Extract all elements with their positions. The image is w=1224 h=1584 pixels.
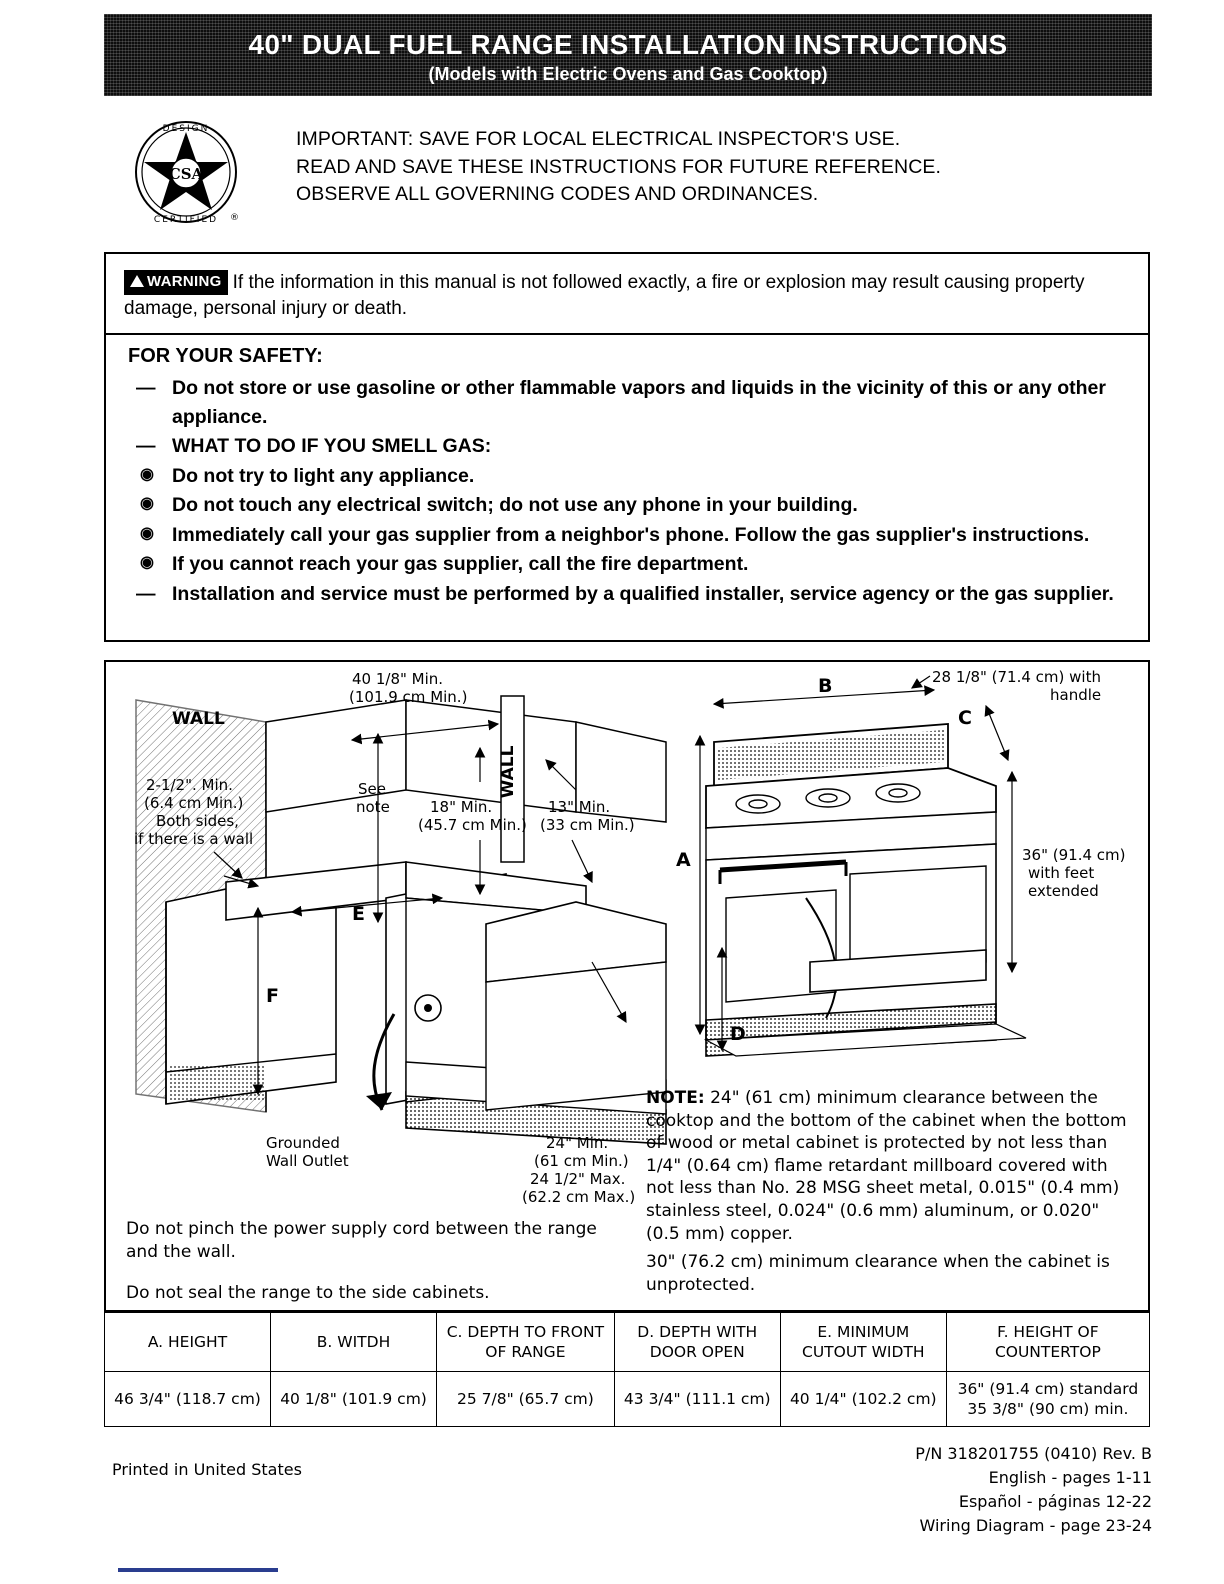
dim-a-label: A <box>676 849 691 871</box>
table-header-cell <box>271 1313 437 1372</box>
header-line-1: A. HEIGHT <box>147 1332 228 1351</box>
header-line-2: DOOR OPEN <box>649 1343 745 1361</box>
safety-list <box>124 374 1130 608</box>
dim-b-label: B <box>818 675 833 697</box>
bullet-marker: ◉ <box>140 465 154 483</box>
note-body: 24" (61 cm) minimum clearance between the cooktop and the bottom of the cabinet when the bottom of wood or metal cabinet is protected by not less than 1/4" (0.64 cm) flame retardant millboard covered with not less than No. 28 MSG sheet metal, 0.015" (0.4 mm) stainless steel, 0.024" (0.6 mm) aluminum, or 0.020" (0.5 mm) copper. <box>646 1088 1127 1244</box>
header-line-1: C. DEPTH TO FRONT <box>446 1322 605 1341</box>
table-cell <box>946 1372 1149 1427</box>
list-item <box>128 521 1130 549</box>
table-header-cell <box>105 1313 271 1372</box>
table-cell <box>105 1372 271 1427</box>
dim-handle-depth-2: handle <box>1050 686 1102 704</box>
see-note-line-2: note <box>356 798 390 816</box>
safety-item-text: Do not try to light any appliance. <box>172 464 475 487</box>
value-line-2: 35 3/8" (90 cm) min. <box>967 1400 1129 1418</box>
outlet-label-2: Wall Outlet <box>266 1152 349 1170</box>
dim-18-min-metric: (45.7 cm Min.) <box>418 816 527 834</box>
list-item <box>128 580 1130 608</box>
note-label: NOTE: <box>646 1088 705 1108</box>
safety-item-text: If you cannot reach your gas supplier, call the fire department. <box>172 553 749 576</box>
header-line-1: F. HEIGHT OF <box>997 1322 1099 1341</box>
table-cell <box>780 1372 946 1427</box>
dim-top-width: 40 1/8" Min. <box>352 670 444 688</box>
dim-e-label: E <box>352 903 365 925</box>
seal-top-text: DESIGN <box>162 124 210 134</box>
page-title: 40" DUAL FUEL RANGE INSTALLATION INSTRUCTIONS <box>248 29 1008 60</box>
dim-depth-min: 24" Min. <box>546 1134 609 1152</box>
warning-divider <box>106 333 1148 335</box>
dash-marker: — <box>136 435 156 458</box>
dim-d-label: D <box>730 1023 746 1045</box>
warning-badge-label: WARNING <box>147 273 222 290</box>
dim-18-min: 18" Min. <box>430 798 493 816</box>
seal-bottom-text: CERTIFIED <box>153 215 219 225</box>
header-line-2: COUNTERTOP <box>994 1343 1101 1361</box>
header-line-1: D. DEPTH WITH <box>637 1322 758 1341</box>
header-line-1: B. WITDH <box>316 1332 391 1351</box>
install-note-2: Do not seal the range to the side cabinets. <box>126 1282 490 1303</box>
outlet-label-1: Grounded <box>266 1134 340 1152</box>
dim-side-note-2: if there is a wall <box>134 830 254 848</box>
important-line-2: READ AND SAVE THESE INSTRUCTIONS FOR FUTURE REFERENCE. <box>296 155 942 178</box>
install-note-1: Do not pinch the power supply cord between the range and the wall. <box>126 1219 597 1262</box>
page-subtitle: (Models with Electric Ovens and Gas Cooktop) <box>428 64 828 85</box>
list-item <box>128 374 1130 431</box>
value-line-1: 43 3/4" (111.1 cm) <box>623 1389 771 1408</box>
installation-diagram <box>104 660 1150 1312</box>
table-header-cell <box>437 1313 615 1372</box>
list-item <box>128 462 1130 490</box>
header-line-1: E. MINIMUM <box>817 1322 910 1341</box>
safety-item-text: Installation and service must be performed by a qualified installer, service agency or the gas supplier. <box>172 582 1114 605</box>
table-header-row <box>105 1313 1150 1372</box>
dim-side-note-1: Both sides, <box>156 812 239 830</box>
svg-text:®: ® <box>230 213 239 223</box>
safety-section-title: FOR YOUR SAFETY: <box>128 345 323 368</box>
table-header-cell <box>614 1313 780 1372</box>
header-line-2: OF RANGE <box>485 1343 566 1361</box>
footer-english-pages: English - pages 1-11 <box>988 1468 1152 1487</box>
safety-item-text: Do not touch any electrical switch; do not use any phone in your building. <box>172 494 858 517</box>
footer-wiring-pages: Wiring Diagram - page 23-24 <box>919 1516 1152 1535</box>
important-line-3: OBSERVE ALL GOVERNING CODES AND ORDINANCES. <box>296 183 819 206</box>
value-line-1: 25 7/8" (65.7 cm) <box>456 1389 594 1408</box>
dim-side-min: 2-1/2". Min. <box>146 776 233 794</box>
list-item <box>128 432 1130 460</box>
safety-item-text: Do not store or use gasoline or other flammable vapors and liquids in the vicinity of this or any other appliance. <box>172 377 1106 428</box>
see-note-line-1: See <box>358 780 386 798</box>
value-line-1: 40 1/8" (101.9 cm) <box>280 1389 427 1408</box>
header-line-2: CUTOUT WIDTH <box>802 1343 925 1361</box>
dim-depth-max: 24 1/2" Max. <box>530 1170 626 1188</box>
dash-marker: — <box>136 377 156 400</box>
dim-f-label: F <box>266 985 279 1007</box>
table-cell <box>271 1372 437 1427</box>
dim-top-width-metric: (101.9 cm Min.) <box>349 688 468 706</box>
dim-feet-2: with feet <box>1028 864 1095 882</box>
table-cell <box>437 1372 615 1427</box>
value-line-1: 40 1/4" (102.2 cm) <box>789 1389 937 1408</box>
dim-handle-depth: 28 1/8" (71.4 cm) with <box>932 668 1101 686</box>
footer-part-info <box>915 1442 1152 1538</box>
warning-text: If the information in this manual is not followed exactly, a fire or explosion may result causing property damage, personal injury or death. <box>124 272 1085 319</box>
header-banner <box>104 14 1152 96</box>
value-line-1: 36" (91.4 cm) standard <box>957 1379 1139 1398</box>
table-cell <box>614 1372 780 1427</box>
safety-warning-box <box>104 252 1150 642</box>
warning-headline <box>124 270 1130 321</box>
warning-badge <box>124 270 228 295</box>
footer-printed-in: Printed in United States <box>112 1460 302 1479</box>
bullet-marker: ◉ <box>140 554 154 572</box>
important-notice <box>296 126 996 209</box>
safety-item-text: WHAT TO DO IF YOU SMELL GAS: <box>172 435 492 458</box>
dimensions-table <box>104 1312 1150 1427</box>
dim-c-label: C <box>958 707 972 729</box>
installation-notes <box>126 1218 626 1312</box>
note-body-2: 30" (76.2 cm) minimum clearance when the cabinet is unprotected. <box>646 1252 1110 1295</box>
dim-depth-min-metric: (61 cm Min.) <box>534 1152 629 1170</box>
dim-13-min: 13" Min. <box>548 798 611 816</box>
wall-label-mid: WALL <box>498 745 518 799</box>
list-item <box>128 550 1130 578</box>
dim-side-min-metric: (6.4 cm Min.) <box>144 794 244 812</box>
footer-color-bar <box>118 1568 278 1572</box>
dim-depth-max-metric: (62.2 cm Max.) <box>522 1188 636 1206</box>
safety-item-text: Immediately call your gas supplier from a neighbor's phone. Follow the gas supplier's instructions. <box>172 523 1090 546</box>
table-header-cell <box>946 1313 1149 1372</box>
table-header-cell <box>780 1313 946 1372</box>
footer-spanish-pages: Español - páginas 12-22 <box>958 1492 1152 1511</box>
footer-part-number: P/N 318201755 (0410) Rev. B <box>915 1444 1152 1463</box>
value-line-1: 46 3/4" (118.7 cm) <box>114 1389 261 1408</box>
dim-13-min-metric: (33 cm Min.) <box>540 816 635 834</box>
list-item <box>128 491 1130 519</box>
warning-triangle-icon <box>130 275 144 287</box>
important-line-1: IMPORTANT: SAVE FOR LOCAL ELECTRICAL INSPECTOR'S USE. <box>296 128 901 150</box>
dim-feet-1: 36" (91.4 cm) <box>1022 846 1126 864</box>
wall-label-left: WALL <box>172 709 225 729</box>
clearance-note <box>646 1087 1138 1302</box>
bullet-marker: ◉ <box>140 524 154 542</box>
svg-text:CSA: CSA <box>168 165 204 183</box>
dash-marker: — <box>136 582 156 605</box>
csa-certification-seal-icon <box>132 118 240 226</box>
table-row <box>105 1372 1150 1427</box>
dim-feet-3: extended <box>1028 882 1099 900</box>
bullet-marker: ◉ <box>140 495 154 513</box>
